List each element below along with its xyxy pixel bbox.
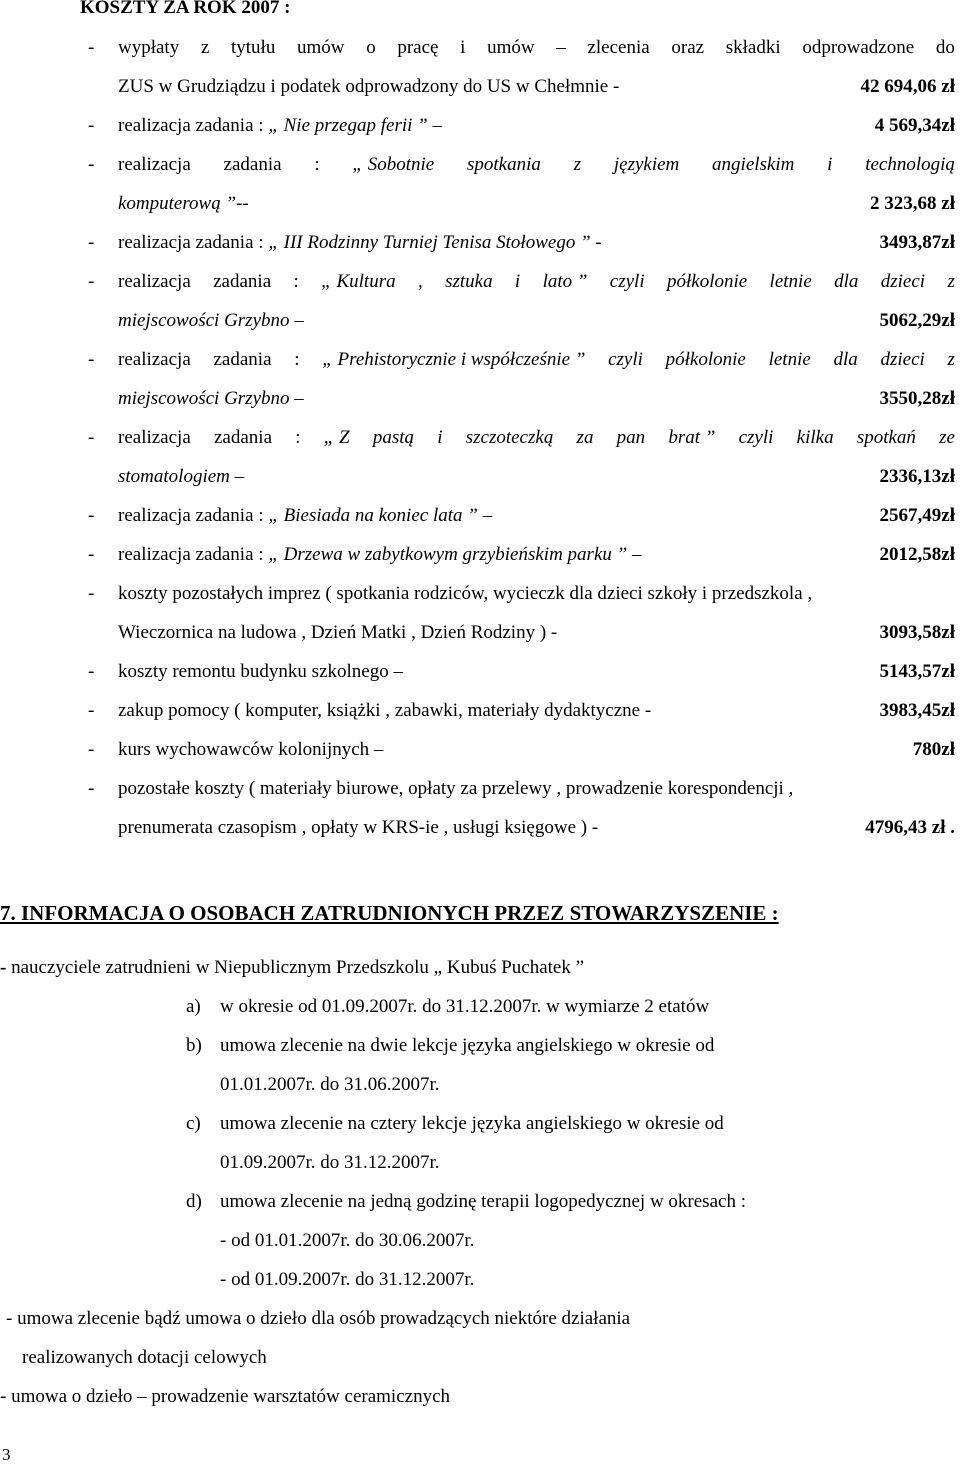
word: : xyxy=(314,154,320,175)
cost-amount: 3983,45zł xyxy=(879,700,955,721)
task-title: „ Drzewa w zabytkowym grzybieńskim parku ” xyxy=(268,544,628,565)
bullet-dash: - xyxy=(88,349,95,370)
cost-amount: 4796,43 zł . xyxy=(865,817,955,838)
cost-amount: 5143,57zł xyxy=(879,661,955,682)
word: zadania xyxy=(213,427,272,448)
word: dla xyxy=(834,271,859,292)
list-text-d-3: - od 01.09.2007r. do 31.12.2007r. xyxy=(220,1269,475,1290)
bullet-dash: - xyxy=(88,583,95,604)
word: realizacja xyxy=(118,154,191,175)
bullet-dash: - xyxy=(88,778,95,799)
word: dzieci xyxy=(880,349,925,370)
list-text-b-1: umowa zlecenie na dwie lekcje języka angielskiego w okresie od xyxy=(220,1035,715,1056)
page-number: 3 xyxy=(2,1445,11,1464)
word: sztuka xyxy=(445,271,493,292)
word: ze xyxy=(939,427,955,448)
word: półkolonie xyxy=(665,349,746,370)
word: zadania xyxy=(213,271,272,292)
word: , xyxy=(417,271,423,292)
word: dla xyxy=(833,349,858,370)
bullet-dash: - xyxy=(0,957,7,978)
item-line-2 xyxy=(118,816,955,840)
cost-amount: 3093,58zł xyxy=(879,622,955,643)
contract-line-1: - umowa zlecenie bądź umowa o dzieło dla osób prowadzących niektóre działania xyxy=(6,1308,631,1329)
word: zadania xyxy=(223,154,282,175)
item-text: - xyxy=(590,232,602,253)
list-text-b-2: 01.01.2007r. do 31.06.2007r. xyxy=(220,1074,440,1095)
bullet-dash: - xyxy=(88,700,95,721)
word: dzieci xyxy=(880,271,926,292)
item-text: ZUS w Grudziądzu i podatek odprowadzony do US w Chełmnie - xyxy=(118,76,620,97)
word: technologią xyxy=(865,154,955,175)
ceramics-contract-line: - umowa o dzieło – prowadzenie warsztatów ceramicznych xyxy=(0,1386,450,1407)
word: „ Kultura xyxy=(321,271,396,292)
word: kilka xyxy=(796,427,834,448)
word: realizacja xyxy=(118,427,191,448)
item-line xyxy=(118,231,955,255)
word: pastą xyxy=(372,427,415,448)
cost-amount: 3493,87zł xyxy=(879,232,955,253)
item-line-1 xyxy=(118,426,955,450)
teachers-line xyxy=(0,956,584,980)
task-title: stomatologiem – xyxy=(118,466,245,487)
item-line-2 xyxy=(118,621,955,645)
word: umów xyxy=(297,37,345,58)
word: z xyxy=(947,271,955,292)
item-text: realizacja zadania : xyxy=(118,115,269,136)
word: czyli xyxy=(609,271,645,292)
item-line-1: pozostałe koszty ( materiały biurowe, opłaty za przelewy , prowadzenie korespondencji , xyxy=(118,778,794,799)
word: do xyxy=(935,37,955,58)
word: umów xyxy=(487,37,535,58)
bullet-dash: - xyxy=(88,739,95,760)
word: o xyxy=(366,37,376,58)
item-line-2 xyxy=(118,387,955,411)
item-line-1 xyxy=(118,270,955,294)
word: tytułu xyxy=(231,37,276,58)
contract-line-2: realizowanych dotacji celowych xyxy=(22,1347,267,1368)
bullet-dash: - xyxy=(88,271,95,292)
item-line xyxy=(118,504,955,528)
word: składki xyxy=(725,37,781,58)
list-label-d: d) xyxy=(186,1191,202,1212)
word: z xyxy=(573,154,582,175)
word: – xyxy=(556,37,566,58)
section-7-heading: 7. INFORMACJA O OSOBACH ZATRUDNIONYCH PRZEZ STOWARZYSZENIE : xyxy=(0,901,779,925)
word: i xyxy=(437,427,443,448)
costs-heading: KOSZTY ZA ROK 2007 : xyxy=(80,0,291,18)
item-line xyxy=(118,660,955,684)
bullet-dash: - xyxy=(88,154,95,175)
cost-amount: 2567,49zł xyxy=(879,505,955,526)
bullet-dash: - xyxy=(88,37,95,58)
word: wypłaty xyxy=(118,37,180,58)
bullet-dash: - xyxy=(88,427,95,448)
task-title: miejscowości Grzybno – xyxy=(118,388,304,409)
word: letnie xyxy=(768,349,811,370)
item-line-2 xyxy=(118,192,955,216)
word: angielskim xyxy=(712,154,795,175)
cost-amount: 3550,28zł xyxy=(879,388,955,409)
word: i xyxy=(827,154,833,175)
list-text-c-2: 01.09.2007r. do 31.12.2007r. xyxy=(220,1152,440,1173)
word: pan xyxy=(616,427,646,448)
word: letnie xyxy=(769,271,812,292)
bullet-dash: - xyxy=(88,115,95,136)
task-title: „ Nie przegap ferii ” xyxy=(268,115,428,136)
list-text-d-1: umowa zlecenie na jedną godzinę terapii logopedycznej w okresach : xyxy=(220,1191,746,1212)
word: półkolonie xyxy=(666,271,748,292)
item-line-1: koszty pozostałych imprez ( spotkania rodziców, wycieczk dla dzieci szkoły i przedszkola , xyxy=(118,583,813,604)
task-title: komputerową ”-- xyxy=(118,193,249,214)
bullet-dash: - xyxy=(88,544,95,565)
task-title: „ Biesiada na koniec lata ” xyxy=(268,505,478,526)
item-line xyxy=(118,699,955,723)
item-text: prenumerata czasopism , opłaty w KRS-ie , usługi księgowe ) - xyxy=(118,817,599,838)
cost-amount: 2 323,68 zł xyxy=(870,193,955,214)
word: i xyxy=(460,37,466,58)
list-text-c-1: umowa zlecenie na cztery lekcje języka angielskiego w okresie od xyxy=(220,1113,724,1134)
word: realizacja xyxy=(118,271,191,292)
bullet-dash: - xyxy=(88,505,95,526)
cost-amount: 2336,13zł xyxy=(879,466,955,487)
word: „ Prehistorycznie i współcześnie ” xyxy=(322,349,586,370)
cost-amount: 2012,58zł xyxy=(879,544,955,565)
word: : xyxy=(294,349,300,370)
item-text: – xyxy=(627,544,642,565)
item-text: – xyxy=(427,115,442,136)
wages-line-2 xyxy=(118,75,955,99)
word: zadania xyxy=(213,349,272,370)
item-text: koszty remontu budynku szkolnego – xyxy=(118,661,403,682)
item-text: zakup pomocy ( komputer, książki , zabawki, materiały dydaktyczne - xyxy=(118,700,652,721)
word: lato ” xyxy=(542,271,588,292)
list-text-d-2: - od 01.01.2007r. do 30.06.2007r. xyxy=(220,1230,475,1251)
item-line-2 xyxy=(118,465,955,489)
word: szczoteczką xyxy=(465,427,554,448)
item-text: realizacja zadania : xyxy=(118,232,269,253)
word: oraz xyxy=(671,37,705,58)
bullet-dash: - xyxy=(88,232,95,253)
item-text: – xyxy=(477,505,493,526)
item-text: Wieczornica na ludowa , Dzień Matki , Dzień Rodziny ) - xyxy=(118,622,558,643)
item-line-1 xyxy=(118,153,955,177)
word: „ Sobotnie xyxy=(352,154,435,175)
item-line-2 xyxy=(118,309,955,333)
word: spotkań xyxy=(856,427,916,448)
item-line xyxy=(118,114,955,138)
list-label-c: c) xyxy=(186,1113,201,1134)
item-text: nauczyciele zatrudnieni w Niepublicznym Przedszkolu „ Kubuś Puchatek ” xyxy=(6,957,585,978)
task-title: miejscowości Grzybno – xyxy=(118,310,304,331)
word: i xyxy=(514,271,521,292)
word: z xyxy=(947,349,955,370)
word: czyli xyxy=(608,349,643,370)
item-text: realizacja zadania : xyxy=(118,544,269,565)
word: za xyxy=(576,427,594,448)
word: spotkania xyxy=(467,154,541,175)
item-text: kurs wychowawców kolonijnych – xyxy=(118,739,384,760)
word: : xyxy=(293,271,299,292)
item-line-1 xyxy=(118,348,955,372)
task-title: „ III Rodzinny Turniej Tenisa Stołowego ” xyxy=(268,232,591,253)
item-line xyxy=(118,543,955,567)
word: zlecenia xyxy=(587,37,650,58)
word: czyli xyxy=(738,427,774,448)
bullet-dash: - xyxy=(88,661,95,682)
item-line xyxy=(118,738,955,762)
word: odprowadzone xyxy=(802,37,915,58)
word: realizacja xyxy=(118,349,191,370)
list-label-b: b) xyxy=(186,1035,202,1056)
item-text: realizacja zadania : xyxy=(118,505,269,526)
word: brat ” xyxy=(668,427,716,448)
cost-amount: 4 569,34zł xyxy=(874,115,955,136)
word: językiem xyxy=(613,154,680,175)
cost-amount: 5062,29zł xyxy=(879,310,955,331)
list-label-a: a) xyxy=(186,996,201,1017)
word: pracę xyxy=(397,37,439,58)
word: z xyxy=(200,37,210,58)
cost-amount: 780zł xyxy=(912,739,955,760)
wages-line-1 xyxy=(118,36,955,60)
word: : xyxy=(295,427,301,448)
list-text-a: w okresie od 01.09.2007r. do 31.12.2007r. w wymiarze 2 etatów xyxy=(220,996,710,1017)
cost-amount: 42 694,06 zł xyxy=(860,76,955,97)
word: „ Z xyxy=(323,427,350,448)
